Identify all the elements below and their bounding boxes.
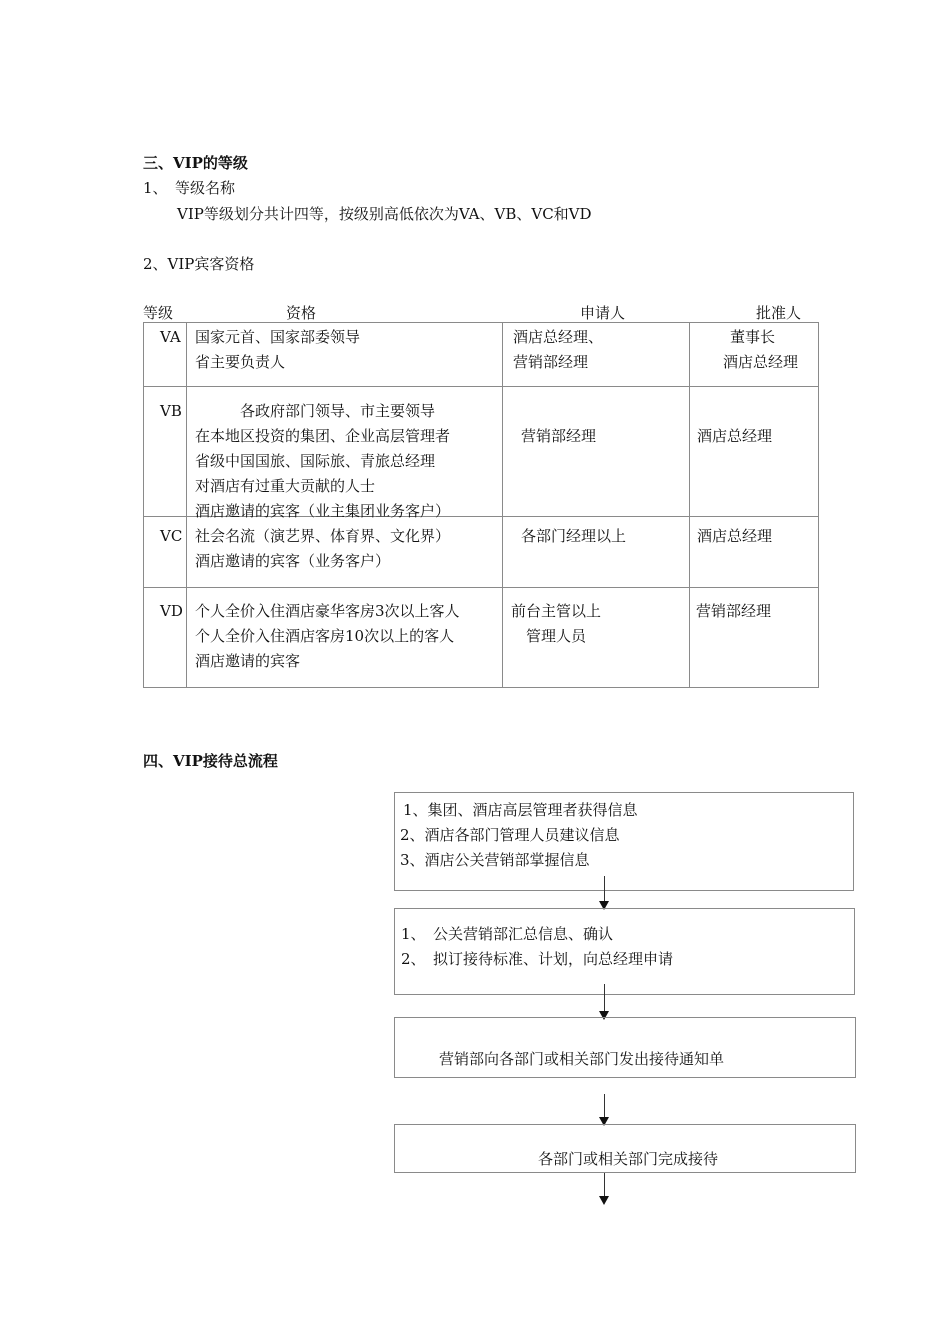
item2-label: 2、VIP宾客资格 [143, 255, 255, 273]
table-row-vb-qualification: 各政府部门领导、市主要领导 在本地区投资的集团、企业高层管理者 省级中国国旅、国际旅、青旅总经理 对酒店有过重大贡献的人士 酒店邀请的宾客（业主集团业务客户） [195, 402, 451, 520]
table-header-level: 等级 [143, 304, 174, 322]
flow-step-1: 1、集团、酒店高层管理者获得信息 2、酒店各部门管理人员建议信息 3、酒店公关营销部掌握信息 [394, 792, 854, 891]
table-row-vb-level: VB [160, 402, 182, 420]
table-header-applicant: 申请人 [580, 304, 626, 322]
item1-label: 1、 等级名称 [143, 179, 236, 197]
table-row-vb-applicant: 营销部经理 [521, 427, 597, 445]
table-row-va-applicant: 酒店总经理、 营销部经理 [513, 328, 604, 371]
table-row-va-approver: 董事长 酒店总经理 [715, 328, 799, 371]
table-row-vc-level: VC [160, 527, 183, 545]
section4-heading: 四、VIP接待总流程 [143, 752, 278, 770]
section3-heading: 三、VIP的等级 [143, 154, 248, 172]
table-row-vd-approver: 营销部经理 [696, 602, 772, 620]
flow-arrow-4 [599, 1196, 609, 1205]
table-header-qualification: 资格 [286, 304, 317, 322]
flow-step-3: 营销部向各部门或相关部门发出接待通知单 [394, 1017, 856, 1078]
table-row-vd-applicant: 前台主管以上 管理人员 [511, 602, 602, 645]
table-row-vc-approver: 酒店总经理 [697, 527, 773, 545]
table-row-vc-qualification: 社会名流（演艺界、体育界、文化界） 酒店邀请的宾客（业务客户） [195, 527, 451, 570]
table-row-vd-level: VD [160, 602, 183, 620]
table-row-vc-applicant: 各部门经理以上 [521, 527, 627, 545]
table-row-vb-approver: 酒店总经理 [697, 427, 773, 445]
table-row-va-qualification: 国家元首、国家部委领导 省主要负责人 [195, 328, 361, 371]
table-header-approver: 批准人 [756, 304, 802, 322]
item1-description: VIP等级划分共计四等，按级别高低依次为VA、VB、VC和VD [177, 205, 592, 223]
table-row-vd-qualification: 个人全价入住酒店豪华客房3次以上客人 个人全价入住酒店客房10次以上的客人 酒店邀请的宾客 [195, 602, 460, 670]
flow-step-4: 各部门或相关部门完成接待 [394, 1124, 856, 1173]
flow-step-2: 1、 公关营销部汇总信息、确认 2、 拟订接待标准、计划，向总经理申请 [394, 908, 855, 995]
table-row-va-level: VA [160, 328, 181, 346]
